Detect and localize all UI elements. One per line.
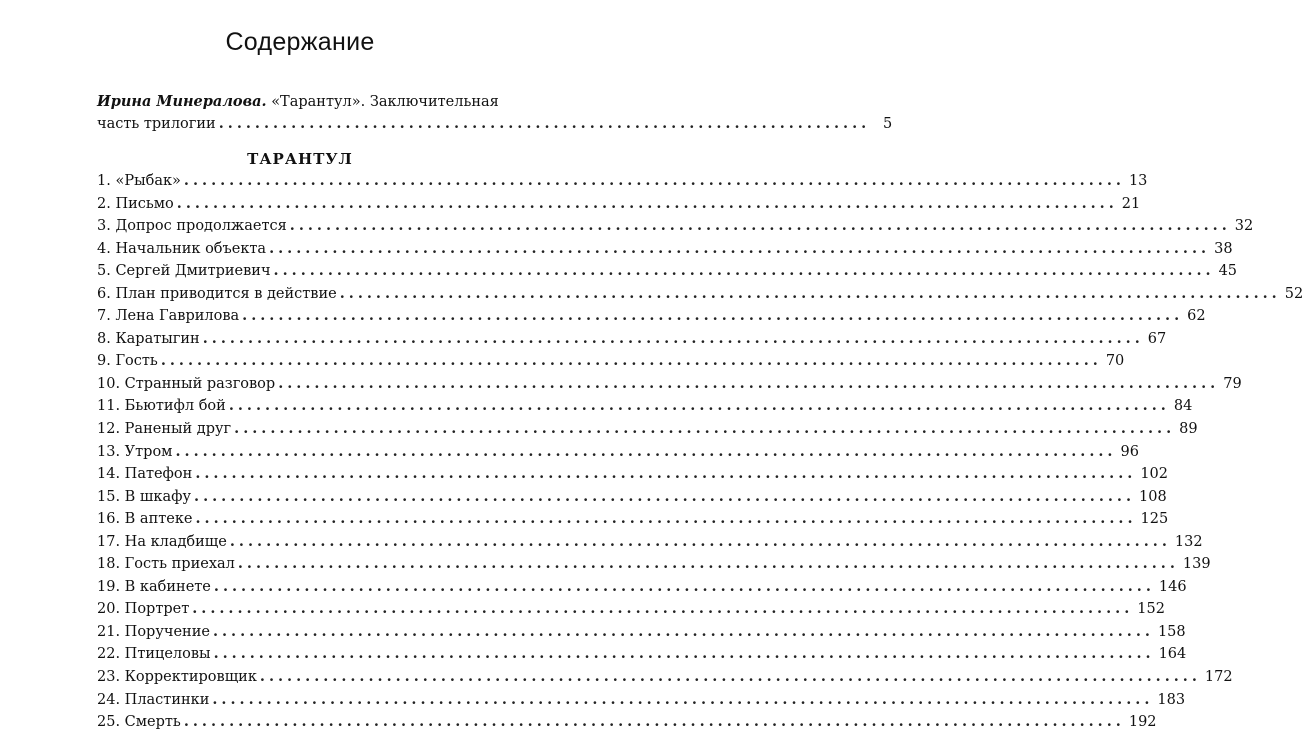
- toc-entry-page: 139: [1182, 556, 1211, 573]
- dot-leader: ........................................................................................................: [212, 622, 1154, 640]
- toc-entry-title: 19. В кабинете: [97, 578, 211, 595]
- toc-entry-title: 20. Портрет: [97, 601, 190, 618]
- toc-entry-page: 89: [1179, 421, 1198, 438]
- toc-entry-title: 18. Гость приехал: [97, 556, 235, 573]
- intro-line-2: [97, 113, 893, 135]
- toc-entry-page: 67: [1147, 330, 1167, 347]
- toc-entry: [97, 690, 1186, 714]
- toc-entry-page: 125: [1140, 511, 1169, 528]
- dot-leader: ........................................................................: [218, 115, 871, 132]
- dot-leader: ........................................................................................................: [213, 645, 1155, 663]
- toc-entry-page: 152: [1137, 601, 1165, 618]
- toc-entry-page: 164: [1158, 646, 1187, 663]
- toc-entry-page: 158: [1157, 623, 1186, 640]
- toc-entry-title: 5. Сергей Дмитриевич: [97, 263, 271, 280]
- dot-leader: ........................................................................................................: [183, 172, 1125, 189]
- toc-entry: [97, 532, 1203, 556]
- dot-leader: ........................................................................................................: [195, 465, 1137, 483]
- dot-leader: ........................................................................................................: [229, 532, 1171, 550]
- toc-entry-title: 13. Утром: [97, 443, 173, 460]
- toc-entry-page: 38: [1214, 240, 1233, 257]
- toc-entry-page: 192: [1128, 714, 1157, 731]
- toc-entry: [97, 262, 1238, 285]
- toc-entry-page: 102: [1140, 466, 1169, 483]
- toc-entry-page: 13: [1128, 173, 1148, 189]
- toc-entry-title: 24. Пластинки: [97, 691, 210, 708]
- toc-entry-title: 21. Поручение: [97, 623, 210, 640]
- toc-entry-page: 146: [1158, 578, 1187, 595]
- toc-entry-page: 108: [1139, 488, 1167, 505]
- dot-leader: ........................................................................................................: [237, 555, 1179, 573]
- toc-entry-title: 11. Бьютифл бой: [97, 398, 226, 415]
- dot-leader: ........................................................................................................: [242, 307, 1184, 325]
- intro-line-1: [97, 91, 510, 113]
- toc-entry-title: 4. Начальник объекта: [97, 240, 267, 257]
- toc-entry: [97, 374, 1242, 398]
- toc-entry: [97, 284, 1303, 308]
- toc-entry: [97, 487, 1167, 511]
- toc-entry: [97, 600, 1165, 623]
- toc-entry-title: 14. Патефон: [97, 466, 193, 483]
- dot-leader: ........................................................................................................: [175, 442, 1117, 460]
- toc-entry-title: 12. Раненый друг: [97, 421, 232, 438]
- toc-entry-title: 8. Каратыгин: [97, 330, 200, 347]
- toc-entry-page: 84: [1173, 398, 1193, 415]
- toc-entry: [97, 172, 1148, 195]
- dot-leader: ........................................................................................................: [213, 577, 1155, 595]
- toc-entry-page: 96: [1120, 443, 1139, 460]
- page-title: Содержание: [225, 28, 375, 56]
- toc-list: [97, 172, 1303, 736]
- toc-entry-title: 25. Смерть: [97, 714, 181, 731]
- toc-entry-title: 3. Допрос продолжается: [97, 218, 287, 235]
- dot-leader: ........................................................................................................: [269, 239, 1211, 257]
- dot-leader: ........................................................................................................: [194, 487, 1136, 505]
- toc-entry: [97, 397, 1193, 420]
- dot-leader: ........................................................................................................: [176, 194, 1118, 212]
- toc-entry: [97, 442, 1139, 466]
- toc-entry-page: 132: [1174, 533, 1203, 550]
- dot-leader: ........................................................................................................: [160, 352, 1102, 370]
- toc-entry: [97, 420, 1198, 443]
- dot-leader: ........................................................................................................: [228, 397, 1170, 415]
- dot-leader: ........................................................................................................: [192, 600, 1134, 618]
- toc-entry: [97, 622, 1186, 646]
- dot-leader: ........................................................................................................: [273, 262, 1215, 280]
- toc-entry-title: 23. Корректировщик: [97, 669, 257, 686]
- toc-entry-title: 9. Гость: [97, 353, 158, 370]
- toc-entry-title: 1. «Рыбак»: [97, 173, 181, 189]
- toc-entry: [97, 668, 1233, 691]
- toc-entry: [97, 352, 1125, 375]
- toc-entry-page: 70: [1105, 353, 1125, 370]
- dot-leader: ........................................................................................................: [278, 374, 1220, 392]
- dot-leader: ........................................................................................................: [212, 690, 1154, 708]
- toc-entry: [97, 307, 1206, 330]
- toc-entry: [97, 510, 1169, 533]
- toc-entry: [97, 239, 1233, 263]
- intro-text: «Тарантул». Заключительная: [271, 94, 499, 110]
- toc-entry: [97, 194, 1141, 218]
- toc-entry-title: 6. План приводится в действие: [97, 285, 337, 302]
- toc-entry-title: 2. Письмо: [97, 195, 174, 212]
- toc-entry: [97, 577, 1187, 601]
- toc-entry-page: 21: [1121, 195, 1141, 212]
- dot-leader: ........................................................................................................: [259, 668, 1201, 686]
- intro-author: Ирина Минералова.: [97, 93, 267, 110]
- dot-leader: ........................................................................................................: [183, 713, 1125, 731]
- intro-text-continued: часть трилогии: [97, 116, 216, 132]
- toc-entry-page: 172: [1204, 669, 1233, 686]
- dot-leader: ........................................................................................................: [234, 420, 1176, 438]
- toc-entry-page: 79: [1223, 375, 1242, 392]
- toc-entry-title: 15. В шкафу: [97, 488, 192, 505]
- toc-entry: [97, 555, 1211, 578]
- toc-entry-title: 7. Лена Гаврилова: [97, 308, 240, 325]
- dot-leader: ........................................................................................................: [289, 217, 1231, 235]
- dot-leader: ........................................................................................................: [202, 329, 1144, 347]
- toc-entry: [97, 217, 1254, 240]
- toc-entry: [97, 465, 1169, 488]
- toc-entry-page: 32: [1234, 218, 1254, 235]
- toc-entry-page: 62: [1187, 308, 1206, 325]
- toc-entry-title: 22. Птицеловы: [97, 646, 211, 663]
- toc-entry: [97, 645, 1187, 668]
- toc-entry-page: 45: [1218, 263, 1238, 280]
- toc-entry-page: 183: [1157, 691, 1186, 708]
- toc-entry-title: 16. В аптеке: [97, 511, 193, 528]
- toc-entry: [97, 713, 1157, 736]
- toc-entry-page: 52: [1284, 285, 1303, 302]
- section-title: ТАРАНТУЛ: [247, 150, 353, 168]
- dot-leader: ........................................................................................................: [195, 510, 1137, 528]
- toc-entry: [97, 329, 1167, 353]
- intro-entry: [97, 91, 893, 135]
- intro-page-number: 5: [882, 116, 893, 132]
- toc-entry-title: 17. На кладбище: [97, 533, 227, 550]
- toc-entry-title: 10. Странный разговор: [97, 375, 276, 392]
- dot-leader: ........................................................................................................: [339, 284, 1281, 302]
